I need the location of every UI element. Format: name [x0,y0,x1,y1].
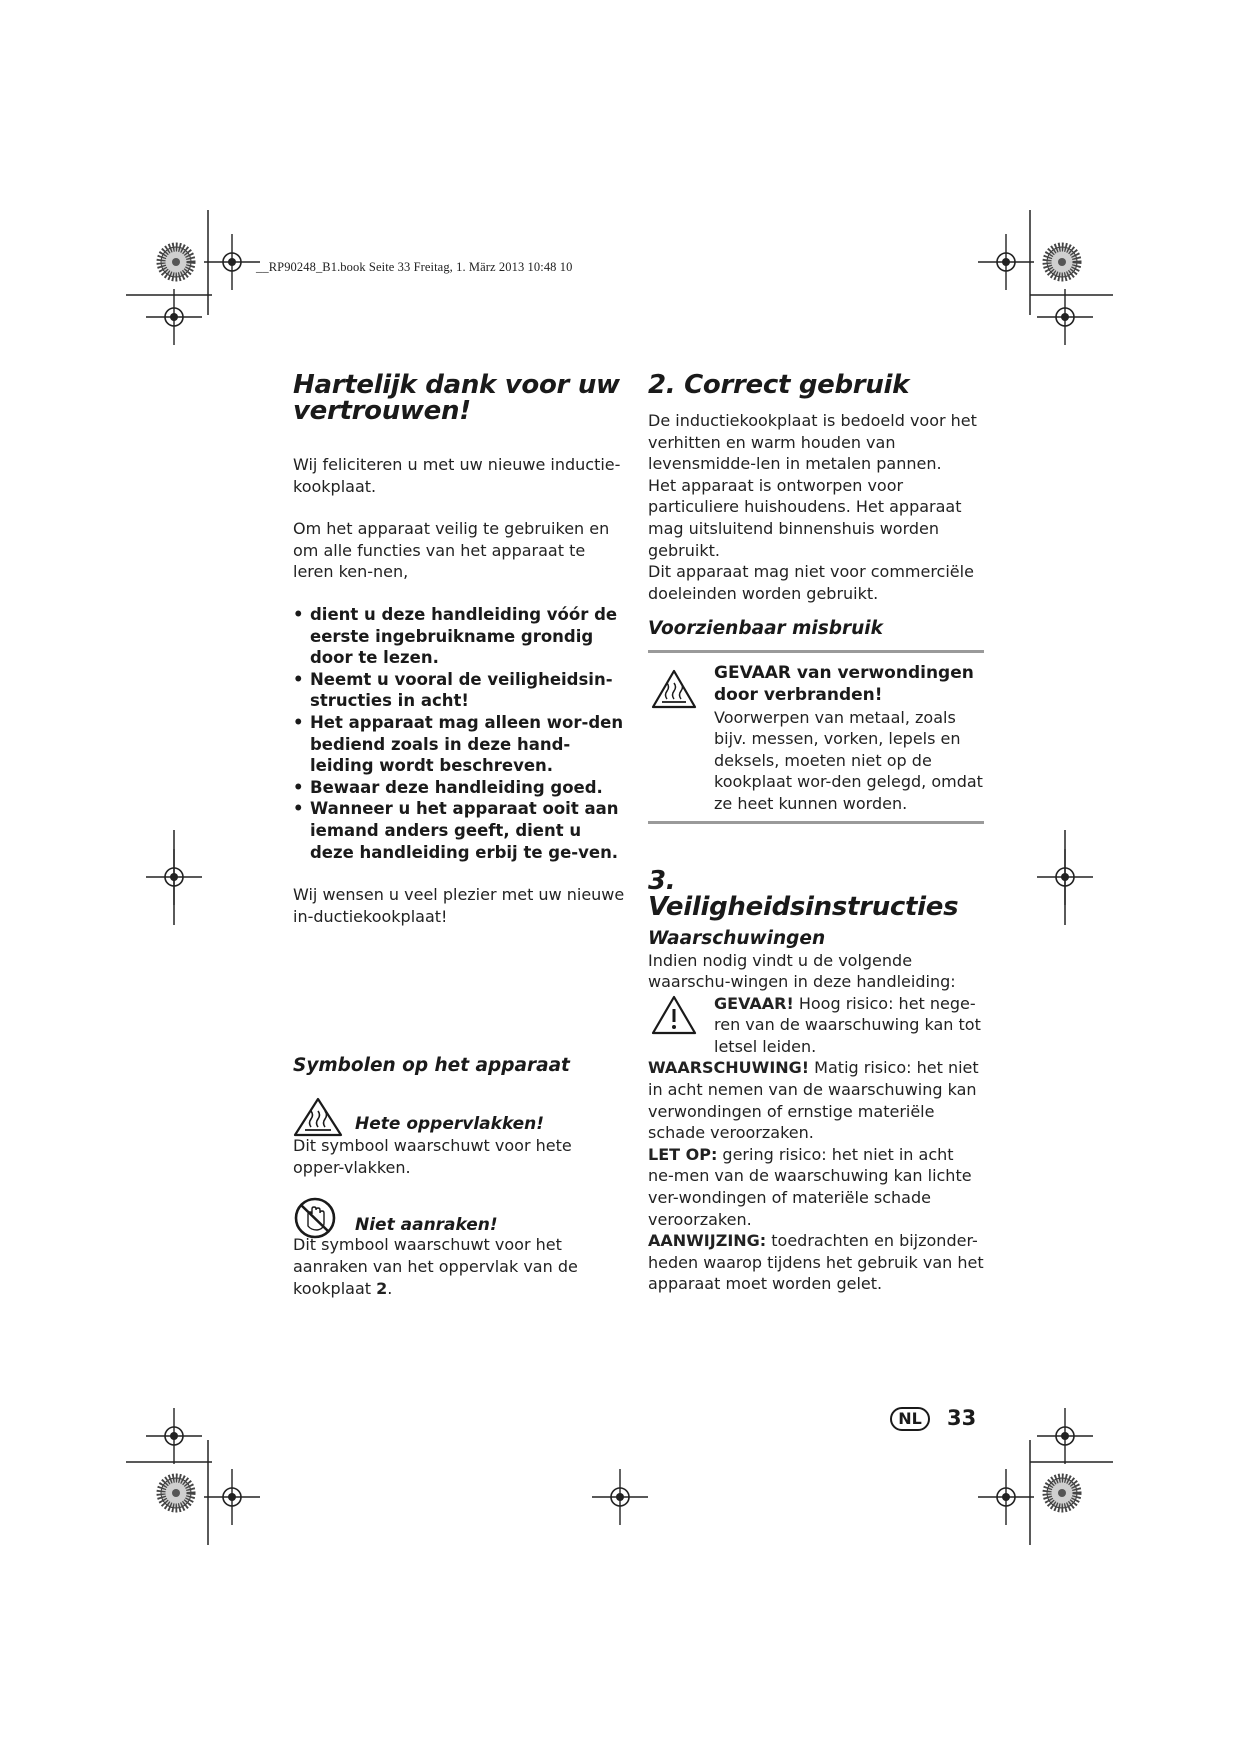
misuse-warning-box [648,650,984,823]
symbol-hot-text: Dit symbool waarschuwt voor hete opper-vlakken. [293,1136,572,1177]
danger-row [648,993,984,1058]
section-2-title: 2. Correct gebruik [648,370,910,400]
section-2-paragraph-2: Het apparaat is ontworpen voor particuliere huishoudens. Het apparaat mag uitsluitend binnenshuis worden gebruikt. [648,475,962,560]
list-item: • Bewaar deze handleiding goed. [293,777,626,799]
intro-paragraph-2: Om het apparaat veilig te gebruiken en om alle functies van het apparaat te leren ken-nen, [293,519,610,582]
misuse-warning-text: Voorwerpen van metaal, zoals bijv. messen, vorken, lepels en deksels, moeten niet op de kookplaat wor-den gelegd, omdat ze heet kunnen worden. [714,707,983,813]
hot-surface-icon [293,1097,343,1137]
page-number: 33 [947,1406,977,1430]
caution-label: LET OP: [648,1144,718,1164]
hot-surface-warning-icon [651,669,697,709]
warnings-heading: Waarschuwingen [648,927,826,949]
warning-text [648,1057,984,1143]
misuse-warning-title: GEVAAR van verwondingen door verbranden! [714,663,974,705]
danger-description: Hoog risico: het nege-ren van de waarschuwing kan tot letsel leiden. [714,993,981,1056]
list-item: • Wanneer u het apparaat ooit aan iemand anders geeft, dient u deze handleiding erbij te ge-ven. [293,798,626,863]
print-header: __RP90248_B1.book Seite 33 Freitag, 1. März 2013 10:48 10 [256,260,573,274]
caution-description: gering risico: het niet in acht ne-men van de waarschuwing kan lichte ver-wondingen of materiële schade veroorzaken. [648,1144,972,1229]
registration-mark-bottom-left [126,1408,260,1545]
right-column [648,372,984,1295]
left-column [293,372,626,1299]
registration-mark-bottom-right [978,1408,1113,1545]
registration-mark-top-right [978,210,1113,345]
page-title: Hartelijk dank voor uw vertrouwen! [293,370,620,426]
symbol-touch-text-main: Dit symbool waarschuwt voor het aanraken van het oppervlak van de kookplaat [293,1235,578,1298]
danger-text [714,993,984,1058]
symbol-hot-title: Hete oppervlakken! [355,1114,545,1135]
caution-text [648,1144,984,1230]
closing-paragraph: Wij wensen u veel plezier met uw nieuwe in-ductiekookplaat! [293,885,625,926]
warnings-intro: Indien nodig vindt u de volgende waarschu-wingen in deze handleiding: [648,950,956,992]
misuse-heading: Voorzienbaar misbruik [648,618,883,640]
note-description: toedrachten en bijzonder-heden waarop tijdens het gebruik van het apparaat moet worden gelet. [648,1231,984,1294]
language-badge: NL [890,1407,930,1431]
registration-mark-top-left [126,210,260,345]
list-item: • Het apparaat mag alleen wor-den bediend zoals in deze hand-leiding wordt beschreven. [293,712,626,777]
danger-label: GEVAAR! [714,993,794,1013]
list-item: • dient u deze handleiding vóór de eerste ingebruikname grondig door te lezen. [293,604,626,669]
intro-paragraph-1: Wij feliciteren u met uw nieuwe inductie-kookplaat. [293,455,621,496]
registration-mark-bottom-center [592,1469,648,1525]
warning-description: Matig risico: het niet in acht nemen van de waarschuwing kan verwondingen of ernstige materiële schade veroorzaken. [648,1058,979,1143]
section-2-paragraph-3: Dit apparaat mag niet voor commerciële doeleinden worden gebruikt. [648,562,974,603]
danger-warning-icon [651,995,697,1035]
section-3-title: 3. Veiligheidsinstructies [648,865,959,922]
symbol-touch-row [293,1196,626,1234]
symbol-touch-text-end: . [387,1278,393,1298]
instruction-list [293,604,626,863]
symbol-touch-title: Niet aanraken! [355,1215,498,1236]
note-label: AANWIJZING: [648,1231,767,1251]
symbol-hot-row [293,1097,626,1135]
warning-label: WAARSCHUWING! [648,1058,810,1078]
symbol-touch-text [293,1234,626,1299]
note-text [648,1230,984,1295]
symbols-heading: Symbolen op het apparaat [293,1055,570,1077]
section-2-paragraph-1: De inductiekookplaat is bedoeld voor het verhitten en warm houden van levensmidde-len in metalen pannen. [648,411,977,474]
list-item: • Neemt u vooral de veiligheidsin-structies in acht! [293,669,626,712]
no-touch-icon [293,1196,337,1240]
part-reference: 2 [376,1278,388,1298]
